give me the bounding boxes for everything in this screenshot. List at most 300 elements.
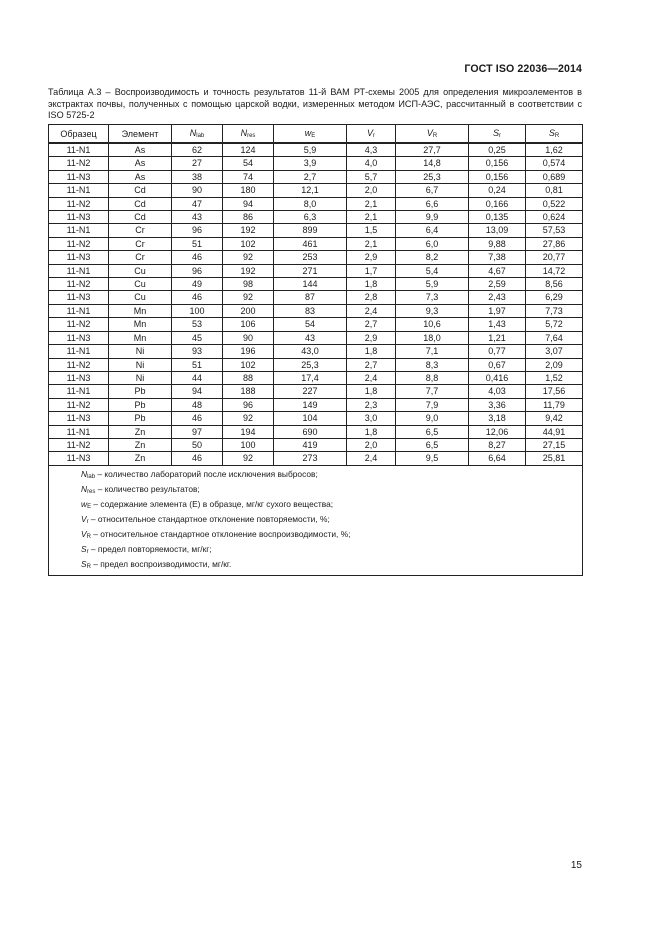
- cell-nres: 102: [223, 358, 274, 371]
- cell-vR: 5,4: [396, 264, 469, 277]
- cell-we: 144: [274, 278, 347, 291]
- table-row: [49, 318, 583, 331]
- cell-nres: 98: [223, 278, 274, 291]
- header-nres-subscript: res: [247, 133, 256, 139]
- cell-we: 690: [274, 425, 347, 438]
- header-nres-symbol: N: [240, 128, 248, 138]
- cell-element: Cd: [109, 211, 172, 224]
- cell-nres: 102: [223, 237, 274, 250]
- table-header: [49, 125, 583, 144]
- cell-vR: 9,9: [396, 211, 469, 224]
- table-row: [49, 438, 583, 451]
- cell-vr: 2,3: [347, 398, 396, 411]
- cell-nlab: 51: [172, 358, 223, 371]
- cell-element: Cd: [109, 197, 172, 210]
- table-caption: Таблица А.3 – Воспроизводимость и точность результатов 11-й ВАМ РТ-схемы 2005 для определения микроэлементов в экстрактах почвы, полученных с помощью царской водки, измеренных методом ИСП-АЭС, рассчитанный в соответствии с ISO 5725-2: [48, 87, 582, 121]
- cell-sr: 1,21: [469, 331, 526, 344]
- cell-element: Cu: [109, 291, 172, 304]
- cell-nres: 92: [223, 251, 274, 264]
- cell-sample: 11-N1: [49, 304, 109, 317]
- cell-nlab: 27: [172, 157, 223, 170]
- cell-nlab: 46: [172, 291, 223, 304]
- note-line: [81, 468, 582, 483]
- cell-vR: 14,8: [396, 157, 469, 170]
- note-line: [81, 558, 582, 573]
- cell-sR: 1,52: [526, 371, 583, 384]
- note-text: – относительное стандартное отклонение воспроизводимости, %;: [90, 529, 351, 540]
- cell-sr: 1,43: [469, 318, 526, 331]
- cell-we: 419: [274, 438, 347, 451]
- cell-sample: 11-N3: [49, 251, 109, 264]
- table-row: [49, 224, 583, 237]
- cell-nres: 192: [223, 224, 274, 237]
- cell-sample: 11-N3: [49, 412, 109, 425]
- cell-sr: 2,59: [469, 278, 526, 291]
- cell-we: 899: [274, 224, 347, 237]
- cell-sr: 0,156: [469, 157, 526, 170]
- cell-vr: 2,9: [347, 251, 396, 264]
- cell-vR: 6,5: [396, 438, 469, 451]
- note-subscript: E: [87, 503, 92, 510]
- header-vR-subscript: R: [432, 133, 438, 139]
- cell-sample: 11-N2: [49, 358, 109, 371]
- cell-vr: 3,0: [347, 412, 396, 425]
- cell-sR: 9,42: [526, 412, 583, 425]
- cell-sR: 25,81: [526, 452, 583, 465]
- note-text: – относительное стандартное отклонение повторяемости, %;: [88, 514, 330, 525]
- table-row: [49, 385, 583, 398]
- cell-sr: 1,97: [469, 304, 526, 317]
- header-nres: [223, 125, 274, 144]
- cell-element: Ni: [109, 371, 172, 384]
- document-id-header: ГОСТ ISO 22036—2014: [464, 63, 582, 75]
- cell-nres: 100: [223, 438, 274, 451]
- cell-vR: 6,5: [396, 425, 469, 438]
- header-sR-symbol: S: [548, 128, 555, 138]
- cell-we: 25,3: [274, 358, 347, 371]
- cell-vr: 1,7: [347, 264, 396, 277]
- cell-nres: 92: [223, 452, 274, 465]
- cell-sR: 17,56: [526, 385, 583, 398]
- cell-sample: 11-N1: [49, 425, 109, 438]
- note-text: – предел воспроизводимости, мг/кг.: [90, 559, 232, 570]
- cell-we: 273: [274, 452, 347, 465]
- note-text: – количество результатов;: [95, 483, 200, 494]
- note-subscript: lab: [87, 473, 96, 480]
- table-row: [49, 184, 583, 197]
- table-row: [49, 251, 583, 264]
- header-sr: [469, 125, 526, 144]
- cell-nlab: 97: [172, 425, 223, 438]
- note-line: [81, 528, 582, 543]
- cell-sr: 7,38: [469, 251, 526, 264]
- cell-nres: 180: [223, 184, 274, 197]
- note-symbol: w: [81, 498, 88, 509]
- cell-we: 3,9: [274, 157, 347, 170]
- cell-element: Pb: [109, 412, 172, 425]
- header-vr: [347, 125, 396, 144]
- cell-vr: 2,0: [347, 438, 396, 451]
- cell-nlab: 38: [172, 170, 223, 183]
- cell-nlab: 46: [172, 452, 223, 465]
- cell-sR: 0,574: [526, 157, 583, 170]
- header-vr-subscript: r: [373, 133, 375, 139]
- cell-nlab: 96: [172, 224, 223, 237]
- cell-element: Mn: [109, 331, 172, 344]
- cell-nlab: 93: [172, 345, 223, 358]
- cell-vr: 1,8: [347, 385, 396, 398]
- header-row: [49, 125, 583, 144]
- cell-nres: 74: [223, 170, 274, 183]
- cell-vR: 27,7: [396, 143, 469, 157]
- cell-we: 253: [274, 251, 347, 264]
- table-row: [49, 170, 583, 183]
- note-subscript: R: [86, 564, 91, 571]
- table-row: [49, 237, 583, 250]
- header-vr-symbol: V: [366, 128, 373, 138]
- cell-we: 104: [274, 412, 347, 425]
- header-sR-subscript: R: [554, 133, 560, 139]
- cell-we: 83: [274, 304, 347, 317]
- cell-nlab: 48: [172, 398, 223, 411]
- cell-element: Cr: [109, 251, 172, 264]
- cell-sr: 0,24: [469, 184, 526, 197]
- cell-nres: 200: [223, 304, 274, 317]
- cell-vR: 9,3: [396, 304, 469, 317]
- cell-sR: 7,64: [526, 331, 583, 344]
- cell-nlab: 49: [172, 278, 223, 291]
- cell-vr: 2,4: [347, 304, 396, 317]
- cell-element: Mn: [109, 318, 172, 331]
- cell-element: Ni: [109, 358, 172, 371]
- cell-nlab: 53: [172, 318, 223, 331]
- table-row: [49, 157, 583, 170]
- cell-nres: 96: [223, 398, 274, 411]
- cell-sr: 9,88: [469, 237, 526, 250]
- cell-nlab: 44: [172, 371, 223, 384]
- cell-element: As: [109, 170, 172, 183]
- table-row: [49, 358, 583, 371]
- cell-sr: 3,36: [469, 398, 526, 411]
- cell-nlab: 51: [172, 237, 223, 250]
- cell-element: As: [109, 157, 172, 170]
- cell-element: Ni: [109, 345, 172, 358]
- cell-element: Cr: [109, 224, 172, 237]
- cell-nlab: 45: [172, 331, 223, 344]
- cell-nlab: 47: [172, 197, 223, 210]
- note-subscript: r: [86, 519, 89, 526]
- note-line: [81, 498, 582, 513]
- cell-sR: 0,689: [526, 170, 583, 183]
- note-symbol: V: [81, 529, 87, 540]
- notes-cell: [49, 465, 583, 576]
- cell-sr: 0,156: [469, 170, 526, 183]
- table-row: [49, 425, 583, 438]
- cell-nlab: 43: [172, 211, 223, 224]
- cell-element: Cr: [109, 237, 172, 250]
- cell-element: Cu: [109, 264, 172, 277]
- cell-vR: 8,3: [396, 358, 469, 371]
- cell-we: 43,0: [274, 345, 347, 358]
- table-body: [49, 143, 583, 465]
- table-row: [49, 398, 583, 411]
- table-row: [49, 264, 583, 277]
- cell-we: 43: [274, 331, 347, 344]
- cell-sR: 20,77: [526, 251, 583, 264]
- cell-vr: 2,1: [347, 211, 396, 224]
- cell-nlab: 94: [172, 385, 223, 398]
- cell-we: 87: [274, 291, 347, 304]
- cell-vr: 2,1: [347, 197, 396, 210]
- header-vR: [396, 125, 469, 144]
- cell-sample: 11-N3: [49, 211, 109, 224]
- cell-nres: 86: [223, 211, 274, 224]
- cell-nlab: 46: [172, 251, 223, 264]
- header-sample: Образец: [49, 125, 109, 144]
- table-row: [49, 291, 583, 304]
- cell-vR: 8,8: [396, 371, 469, 384]
- cell-element: Pb: [109, 385, 172, 398]
- cell-element: Pb: [109, 398, 172, 411]
- cell-sample: 11-N3: [49, 452, 109, 465]
- table-row: [49, 304, 583, 317]
- table-row: [49, 331, 583, 344]
- cell-vr: 1,8: [347, 278, 396, 291]
- note-text: – количество лабораторий после исключения выбросов;: [95, 468, 318, 479]
- cell-sample: 11-N1: [49, 385, 109, 398]
- cell-sR: 3,07: [526, 345, 583, 358]
- header-nlab: [172, 125, 223, 144]
- cell-vR: 6,6: [396, 197, 469, 210]
- cell-sr: 3,18: [469, 412, 526, 425]
- cell-nres: 188: [223, 385, 274, 398]
- note-symbol: N: [81, 468, 88, 479]
- cell-nlab: 100: [172, 304, 223, 317]
- note-subscript: r: [86, 549, 89, 556]
- cell-sample: 11-N2: [49, 438, 109, 451]
- cell-sR: 14,72: [526, 264, 583, 277]
- cell-sR: 0,81: [526, 184, 583, 197]
- cell-element: Zn: [109, 425, 172, 438]
- cell-sr: 2,43: [469, 291, 526, 304]
- cell-we: 12,1: [274, 184, 347, 197]
- note-line: [81, 483, 582, 498]
- cell-vR: 7,9: [396, 398, 469, 411]
- cell-vr: 5,7: [347, 170, 396, 183]
- header-sr-symbol: S: [492, 128, 499, 138]
- cell-vr: 1,5: [347, 224, 396, 237]
- cell-sR: 6,29: [526, 291, 583, 304]
- cell-sample: 11-N1: [49, 143, 109, 157]
- cell-sr: 12,06: [469, 425, 526, 438]
- cell-nlab: 62: [172, 143, 223, 157]
- cell-element: Cu: [109, 278, 172, 291]
- cell-sample: 11-N1: [49, 224, 109, 237]
- cell-sR: 44,91: [526, 425, 583, 438]
- cell-nlab: 46: [172, 412, 223, 425]
- cell-sR: 5,72: [526, 318, 583, 331]
- cell-we: 2,7: [274, 170, 347, 183]
- cell-sr: 0,135: [469, 211, 526, 224]
- cell-nlab: 90: [172, 184, 223, 197]
- cell-sr: 0,67: [469, 358, 526, 371]
- cell-sample: 11-N2: [49, 278, 109, 291]
- cell-nres: 194: [223, 425, 274, 438]
- note-text: – содержание элемента (Е) в образце, мг/кг сухого вещества;: [91, 498, 334, 509]
- note-subscript: R: [86, 534, 91, 541]
- cell-sr: 0,25: [469, 143, 526, 157]
- cell-vr: 2,9: [347, 331, 396, 344]
- cell-vr: 2,7: [347, 318, 396, 331]
- cell-vr: 2,8: [347, 291, 396, 304]
- cell-we: 227: [274, 385, 347, 398]
- cell-vr: 2,7: [347, 358, 396, 371]
- cell-sample: 11-N2: [49, 157, 109, 170]
- cell-element: Mn: [109, 304, 172, 317]
- cell-sample: 11-N3: [49, 371, 109, 384]
- note-symbol: S: [81, 544, 87, 555]
- header-we-subscript: E: [311, 133, 316, 139]
- cell-element: Zn: [109, 438, 172, 451]
- cell-we: 6,3: [274, 211, 347, 224]
- cell-we: 271: [274, 264, 347, 277]
- note-line: [81, 543, 582, 558]
- cell-vr: 2,4: [347, 452, 396, 465]
- cell-we: 461: [274, 237, 347, 250]
- cell-nres: 124: [223, 143, 274, 157]
- page-number: 15: [570, 860, 582, 871]
- cell-nlab: 96: [172, 264, 223, 277]
- cell-nres: 92: [223, 291, 274, 304]
- cell-vR: 7,1: [396, 345, 469, 358]
- cell-sR: 1,62: [526, 143, 583, 157]
- cell-vR: 25,3: [396, 170, 469, 183]
- cell-we: 5,9: [274, 143, 347, 157]
- cell-element: Zn: [109, 452, 172, 465]
- results-table: [48, 124, 583, 576]
- cell-vR: 5,9: [396, 278, 469, 291]
- table-row: [49, 371, 583, 384]
- cell-sR: 27,15: [526, 438, 583, 451]
- cell-sample: 11-N2: [49, 398, 109, 411]
- table-row: [49, 197, 583, 210]
- cell-sR: 2,09: [526, 358, 583, 371]
- cell-sample: 11-N3: [49, 291, 109, 304]
- header-sR: [526, 125, 583, 144]
- cell-vR: 9,5: [396, 452, 469, 465]
- cell-vR: 7,7: [396, 385, 469, 398]
- cell-sr: 0,166: [469, 197, 526, 210]
- cell-vr: 2,0: [347, 184, 396, 197]
- header-sr-subscript: r: [499, 133, 501, 139]
- cell-nres: 106: [223, 318, 274, 331]
- cell-sr: 13,09: [469, 224, 526, 237]
- note-symbol: V: [81, 514, 87, 525]
- cell-vR: 6,4: [396, 224, 469, 237]
- note-text: – предел повторяемости, мг/кг;: [88, 544, 212, 555]
- cell-sr: 4,03: [469, 385, 526, 398]
- cell-sR: 57,53: [526, 224, 583, 237]
- cell-sR: 0,624: [526, 211, 583, 224]
- cell-we: 8,0: [274, 197, 347, 210]
- cell-nres: 90: [223, 331, 274, 344]
- header-we: [274, 125, 347, 144]
- header-nlab-symbol: N: [189, 128, 197, 138]
- header-we-symbol: w: [304, 128, 312, 138]
- cell-we: 149: [274, 398, 347, 411]
- cell-sr: 0,416: [469, 371, 526, 384]
- cell-vR: 10,6: [396, 318, 469, 331]
- notes-row: [49, 465, 583, 576]
- header-nlab-subscript: lab: [196, 133, 205, 139]
- cell-vr: 4,0: [347, 157, 396, 170]
- cell-sR: 27,86: [526, 237, 583, 250]
- cell-nres: 92: [223, 412, 274, 425]
- cell-vr: 2,4: [347, 371, 396, 384]
- table-row: [49, 412, 583, 425]
- cell-sr: 8,27: [469, 438, 526, 451]
- table-notes: [49, 465, 583, 576]
- cell-we: 17,4: [274, 371, 347, 384]
- cell-vR: 6,7: [396, 184, 469, 197]
- cell-sample: 11-N2: [49, 197, 109, 210]
- cell-nres: 94: [223, 197, 274, 210]
- table-row: [49, 278, 583, 291]
- cell-sr: 0,77: [469, 345, 526, 358]
- cell-sR: 0,522: [526, 197, 583, 210]
- cell-vr: 4,3: [347, 143, 396, 157]
- cell-nlab: 50: [172, 438, 223, 451]
- cell-element: Cd: [109, 184, 172, 197]
- note-symbol: S: [81, 559, 87, 570]
- cell-nres: 192: [223, 264, 274, 277]
- cell-vr: 1,8: [347, 345, 396, 358]
- note-symbol: N: [81, 483, 88, 494]
- table-row: [49, 143, 583, 157]
- cell-nres: 88: [223, 371, 274, 384]
- cell-sR: 8,56: [526, 278, 583, 291]
- cell-sample: 11-N2: [49, 237, 109, 250]
- cell-we: 54: [274, 318, 347, 331]
- table-row: [49, 345, 583, 358]
- table-row: [49, 452, 583, 465]
- cell-vR: 8,2: [396, 251, 469, 264]
- cell-nres: 54: [223, 157, 274, 170]
- cell-vR: 6,0: [396, 237, 469, 250]
- cell-sR: 7,73: [526, 304, 583, 317]
- cell-sample: 11-N2: [49, 318, 109, 331]
- cell-sample: 11-N3: [49, 331, 109, 344]
- cell-element: As: [109, 143, 172, 157]
- header-element: Элемент: [109, 125, 172, 144]
- cell-sR: 11,79: [526, 398, 583, 411]
- cell-vR: 9,0: [396, 412, 469, 425]
- cell-vr: 2,1: [347, 237, 396, 250]
- cell-vr: 1,8: [347, 425, 396, 438]
- cell-sample: 11-N3: [49, 170, 109, 183]
- cell-vR: 18,0: [396, 331, 469, 344]
- table-row: [49, 211, 583, 224]
- note-subscript: res: [87, 488, 96, 495]
- cell-vR: 7,3: [396, 291, 469, 304]
- header-vR-symbol: V: [426, 128, 433, 138]
- cell-sample: 11-N1: [49, 264, 109, 277]
- cell-sr: 6,64: [469, 452, 526, 465]
- note-line: [81, 513, 582, 528]
- cell-sample: 11-N1: [49, 184, 109, 197]
- cell-sample: 11-N1: [49, 345, 109, 358]
- cell-sr: 4,67: [469, 264, 526, 277]
